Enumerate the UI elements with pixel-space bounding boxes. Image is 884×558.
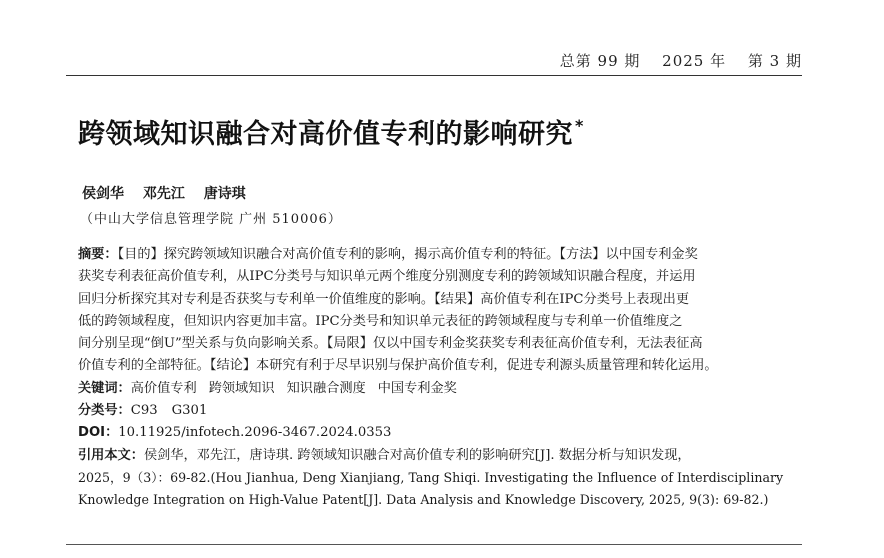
doi [78, 422, 811, 444]
issue-header [560, 50, 802, 71]
abstract-line: 获奖专利表征高价值专利，从IPC分类号与知识单元两个维度分别测度专利的跨领域知识融合程度，并运用 [78, 269, 696, 285]
doi-label: DOI： [78, 425, 119, 441]
classification-code: C93 [130, 403, 158, 419]
keywords [78, 378, 811, 400]
author-3: 唐诗琪 [203, 186, 246, 202]
title-footnote-mark: * [575, 116, 584, 135]
citation-line: 2025，9（3）：69-82.(Hou Jianhua, Deng Xianjiang, Tang Shiqi. Investigating the Influence of Interdisciplinary [78, 469, 784, 485]
header-rule [66, 75, 802, 76]
abstract-label: 摘要： [78, 247, 118, 262]
keyword: 知识融合测度 [286, 380, 366, 396]
citation [78, 445, 811, 467]
doi-value[interactable]: 10.11925/infotech.2096-3467.2024.0353 [118, 425, 392, 441]
issue-number: 第 3 期 [747, 52, 802, 70]
keywords-label: 关键词： [78, 380, 131, 396]
keyword: 跨领域知识 [208, 380, 275, 396]
abstract-line: 摘要：【目的】探究跨领域知识融合对高价值专利的影响，揭示高价值专利的特征。【方法】以中国专利金奖 [78, 247, 698, 262]
author-1: 侯剑华 [82, 186, 124, 202]
abstract-line: 价值专利的全部特征。【结论】本研究有利于尽早识别与保护高价值专利，促进专利源头质量管理和转化运用。 [78, 358, 718, 374]
abstract-line: 低的跨领域程度，但知识内容更加丰富。IPC分类号和知识单元表征的跨领域程度与专利单一价值维度之 [78, 313, 683, 329]
keyword: 中国专利金奖 [377, 380, 457, 396]
issue-year: 2025 年 [662, 52, 727, 70]
abstract-line: 回归分析探究其对专利是否获奖与专利单一价值维度的影响。【结果】高价值专利在IPC分类号上表现出更 [78, 291, 690, 307]
footer-rule [66, 544, 802, 545]
citation-line: 侯剑华，邓先江，唐诗琪. 跨领域知识融合对高价值专利的影响研究[J]. 数据分析与知识发现， [143, 447, 691, 463]
abstract-line: 间分别呈现“倒U”型关系与负向影响关系。【局限】仅以中国专利金奖获奖专利表征高价值专利，无法表征高 [78, 336, 703, 352]
author-list [82, 183, 260, 203]
classification-label: 分类号： [78, 403, 131, 419]
affiliation: （中山大学信息管理学院 广州 510006） [80, 212, 342, 227]
paper-title [78, 112, 584, 151]
abstract-block [78, 244, 811, 512]
citation-label: 引用本文： [78, 447, 144, 463]
classification [78, 400, 811, 422]
issue-total: 总第 99 期 [559, 52, 641, 70]
author-2: 邓先江 [142, 186, 185, 202]
title-text: 跨领域知识融合对高价值专利的影响研究 [78, 119, 573, 150]
classification-code: G301 [171, 403, 208, 419]
keyword: 高价值专利 [130, 380, 197, 396]
citation-line: Knowledge Integration on High-Value Patent[J]. Data Analysis and Knowledge Discovery, 2025, 9(3): 69-82.) [78, 492, 769, 508]
